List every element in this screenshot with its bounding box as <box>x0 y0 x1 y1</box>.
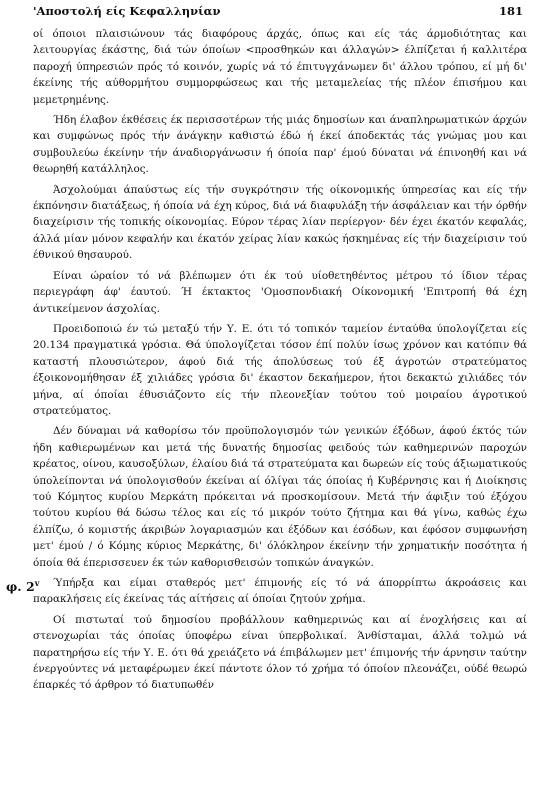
paragraph: Είναι ώραίον τό νά βλέπωμεν ότι έκ τού υίοθετηθέντος μέτρου τό ίδιον τέρας περιεγράφη άφ' έαυτού. Ή έκτακτος 'Ομοσπονδιακή Οίκονομική 'Επιτροπή θά έχη άντικείμενον άσχολίας. <box>33 269 527 315</box>
paragraph: Δέν δύναμαι νά καθορίσω τόν προϋπολογισμόν τών γενικών έξόδων, άφού έκτός τών ήδη καθιερωμένων και μετά τής δυνατής δημοσίας φειδούς τών καθημερινών παροχών κρέατος, οίνου, καυσοξύλων, έλαίου διά τά στρατεύματα και δωρεών είς τούς άξιωματικούς ύπολείπονται νά ύπολογισθούν έκείναι αί όλίγαι τάς όποίας ή Κυβέρνησις και ή Διοίκησις τού Κόμητος κυρίου Μερκάτη πρόκειται νά προσκομίσουν. Μετά τήν άφιξιν τού έξόχου τούτου κυρίου θά δώσω τέλος και είς τό μικρόν τούτο ζήτημα και θά γίνω, καθώς έχω έλπίζω, ό κομιστής άκριβών λογαριασμών και έξόδων και έσόδων, και έφόσον συμφωνήση μετ' έμού / ό Κόμης κύριος Μερκάτης, δι' όλόκληρον έκείνην τήν χρηματικήν ποσότητα ή όποία θά έπερισσευεν έκ τών καθορισθεισών τοπικών άναγκών. <box>33 425 527 569</box>
paragraph: Άσχολούμαι άπαύστως είς τήν συγκρότησιν τής οίκονομικής ύπηρεσίας και είς τήν έκπόνησιν διατάξεως, ή όποία νά έχη κύρος, διά νά διαφυλάξη τήν άσφάλειαν και τήν όρθήν διαχείρισιν τής τοπικής οίκονομίας. Εύρον τέρας λίαν περίεργον· δέν έχει έκατόν κεφαλάς, άλλά μίαν μόνον κεφαλήν και έκατόν χείρας λίαν κακώς ήσκημένας είς τήν διαχείρισιν τού έθνικού θησαυρού. <box>33 183 527 262</box>
running-header <box>33 4 523 20</box>
folio-verso-mark: v <box>34 578 40 588</box>
paragraph: Ήδη έλαβον έκθέσεις έκ περισσοτέρων τής μιάς δημοσίων και άναπληρωματικών άρχών και συμφώνως πρός τήν άνάγκην καθιστώ έδώ ή έκεί άποδεκτάς τάς γνώμας μου και συμβουλεύω έκείνην τήν άναδιοργάνωσιν ή όποία παρ' έμού δύναται νά έπινοηθή και νά θεωρηθή κατάλληλος. <box>33 114 527 176</box>
page-number: 181 <box>498 4 523 18</box>
folio-label: φ. 2 <box>6 579 35 595</box>
paragraph: Οί πιστωταί τού δημοσίου προβάλλουν καθημερινώς και αί ένοχλήσεις και αί στενοχωρίαι τάς όποίας ύποφέρω είναι ύπερβολικαί. Άνθίσταμαι, άλλά τολμώ νά παρατηρήσω είς τήν Υ. Ε. ότι θά χρειάζετο νά έπιβάλωμεν μετ' έπιμονής τήν άρνησιν ταύτην ένεργούντες νά μεταφέρωμεν έκεί πάντοτε όλον τό χρήμα τό όποίον πλεονάζει, ούδέ θεωρώ έπαρκές τό άρθρον τό διατυπωθέν <box>33 613 527 692</box>
running-title: 'Αποστολή είς Κεφαλληνίαν <box>33 4 221 18</box>
paragraph: Προειδοποιώ έν τώ μεταξύ τήν Υ. Ε. ότι τό τοπικόν ταμείον ένταύθα ύπολογίζεται είς 20.134 πραγματικά γρόσια. Θά ύπολογίζεται τόσον έπί πολύν ίσως χρόνον και κατόπιν θά καταστή πλουσιώτερον, άφού διά τής άπολύσεως τού έξ άγροτών στρατεύματος έξοικονομήθησαν έξ χιλιάδες γρόσια δι' έκαστον δεκαήμερον, ήτοι δεκακτώ χιλιάδες τόν μήνα, αί όποίαι έθυσιάζοντο είς τήν πλεονεξίαν τούτου τού μοιραίου άγροτικού στρατεύματος. <box>33 322 527 417</box>
paragraph: Ύπήρξα και είμαι σταθερός μετ' έπιμονής είς τό νά άπορρίπτω άκροάσεις και παρακλήσεις είς έκείνας τάς αίτήσεις αί όποίαι ζητούν χρήμα. <box>33 577 527 606</box>
paragraph: οί όποιοι πλαισιώνουν τάς διαφόρους άρχάς, όπως και είς τάς άρμοδιότητας και λειτουργίας έκάστης, διά τών όποίων <προσθηκών και άλλαγών> έλπίζεται ή καλλιτέρα παροχή ύπηρεσιών πρός τό κοινόν, χωρίς νά τό έπιτυγχάνωμεν δι' άλλου τρόπου, εί μή δι' έκείνης τής αύθορμήτου συμμορφώσεως και τής μεταμελείας τής πλέον έπισήμου και μεμετρημένης. <box>33 28 527 106</box>
body-text <box>33 26 527 694</box>
